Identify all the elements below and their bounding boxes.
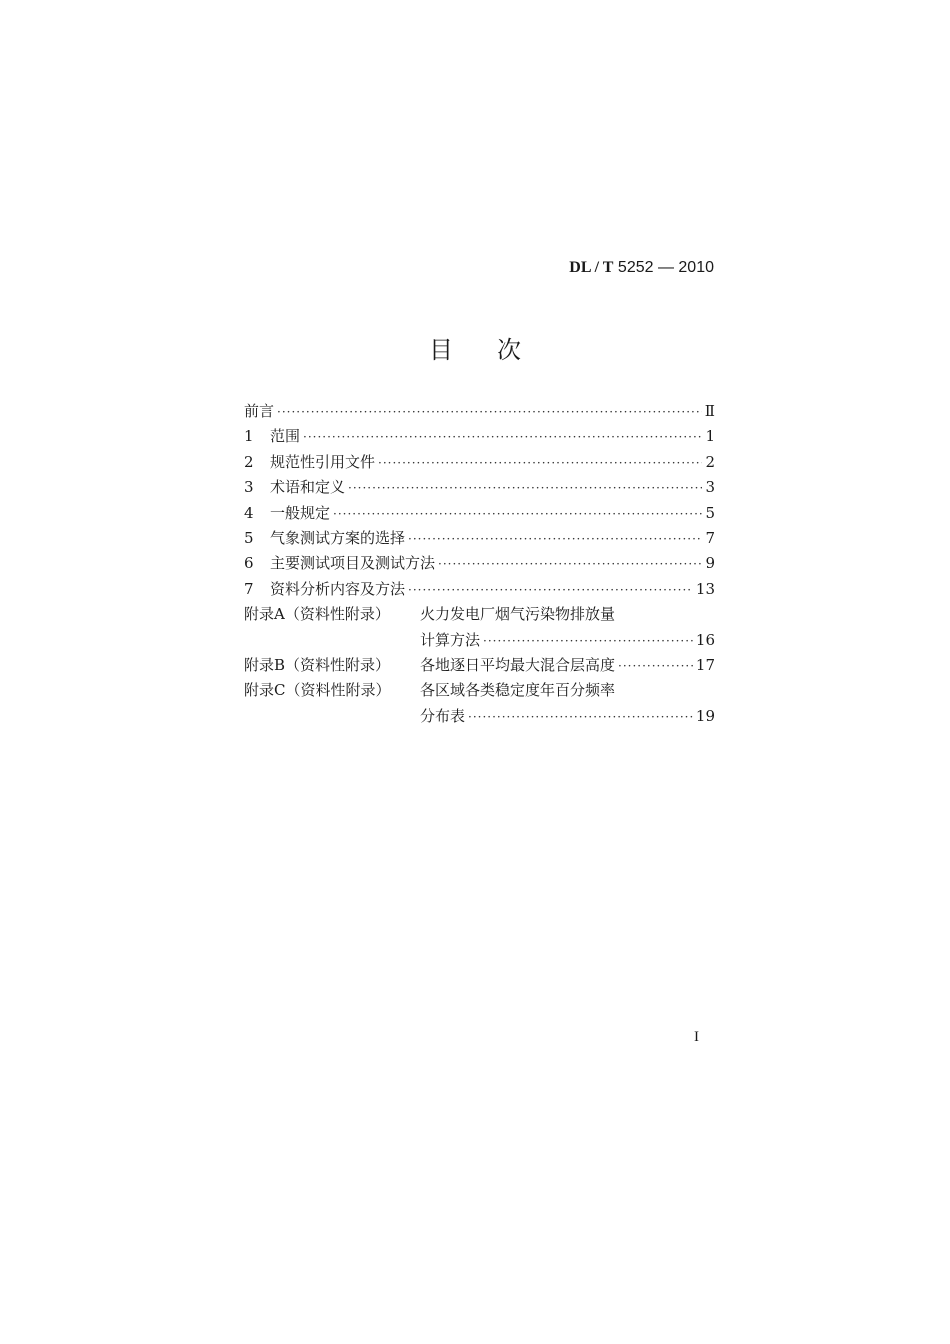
toc-appendix-b[interactable] — [244, 653, 715, 678]
toc-entry-page: 9 — [705, 554, 715, 573]
toc-appendix-c-line2[interactable] — [244, 704, 715, 729]
toc-entry-page: 5 — [705, 503, 715, 522]
toc-entry-7[interactable] — [244, 577, 715, 602]
dot-leader — [378, 450, 702, 475]
toc-entry-3[interactable] — [244, 475, 715, 500]
dot-leader — [438, 551, 702, 576]
dot-leader — [483, 628, 693, 653]
dot-leader — [408, 577, 693, 602]
toc-entry-number: 4 — [244, 503, 254, 522]
page-number: I — [694, 1029, 699, 1045]
appendix-title-continued: 分布表 — [420, 706, 466, 725]
toc-appendix-a-line2[interactable] — [244, 628, 715, 653]
appendix-title: 火力发电厂烟气污染物排放量 — [420, 605, 616, 624]
toc-appendix-c-line1[interactable] — [244, 678, 715, 703]
toc-entry-number: 1 — [244, 427, 254, 446]
toc-entry-4[interactable] — [244, 501, 715, 526]
dot-leader — [618, 653, 693, 678]
toc-entry-label: 主要测试项目及测试方法 — [270, 554, 436, 573]
toc-entry-label: 气象测试方案的选择 — [270, 528, 406, 547]
toc-entry-page: 13 — [695, 579, 715, 598]
standard-number: 5252 — 2010 — [617, 259, 714, 276]
toc-appendix-a-line1[interactable] — [244, 602, 715, 627]
appendix-label: 附录B（资料性附录） — [244, 655, 391, 674]
toc-entry-label: 资料分析内容及方法 — [270, 579, 406, 598]
toc-entry-label: 规范性引用文件 — [270, 452, 376, 471]
toc-entry-1[interactable] — [244, 424, 715, 449]
toc-entry-number: 5 — [244, 528, 254, 547]
toc-entry-page: 17 — [695, 655, 715, 674]
toc-entry-page: 19 — [695, 706, 715, 725]
toc-entry-page: 7 — [705, 528, 715, 547]
dot-leader — [303, 424, 702, 449]
toc-entry-number: 2 — [244, 452, 254, 471]
appendix-title: 各地逐日平均最大混合层高度 — [420, 655, 616, 674]
toc-entry-foreword[interactable] — [244, 399, 715, 424]
toc-entry-number: 3 — [244, 478, 254, 497]
appendix-title: 各区域各类稳定度年百分频率 — [420, 681, 616, 700]
toc-entry-2[interactable] — [244, 450, 715, 475]
page-title: 目次 — [429, 336, 565, 364]
toc-entry-6[interactable] — [244, 551, 715, 576]
dot-leader — [408, 526, 702, 551]
toc-entry-page: 3 — [705, 478, 715, 497]
dot-leader — [468, 704, 693, 729]
table-of-contents — [244, 399, 715, 729]
standard-code — [569, 259, 714, 277]
toc-entry-label: 术语和定义 — [270, 478, 346, 497]
toc-entry-page: 1 — [705, 427, 715, 446]
toc-entry-label: 一般规定 — [270, 503, 331, 522]
toc-entry-number: 7 — [244, 579, 254, 598]
toc-entry-label: 前言 — [244, 402, 275, 420]
dot-leader — [348, 475, 702, 500]
toc-entry-page: 16 — [695, 630, 715, 649]
appendix-label: 附录A（资料性附录） — [244, 605, 390, 624]
dot-leader — [333, 501, 702, 526]
appendix-label: 附录C（资料性附录） — [244, 681, 391, 700]
toc-entry-page: 2 — [705, 452, 715, 471]
standard-prefix: DL / T — [569, 259, 614, 276]
toc-entry-5[interactable] — [244, 526, 715, 551]
appendix-title-continued: 计算方法 — [420, 630, 481, 649]
toc-entry-number: 6 — [244, 554, 254, 573]
toc-entry-page: Ⅱ — [704, 402, 715, 420]
dot-leader — [277, 399, 702, 424]
toc-entry-label: 范围 — [270, 427, 301, 446]
